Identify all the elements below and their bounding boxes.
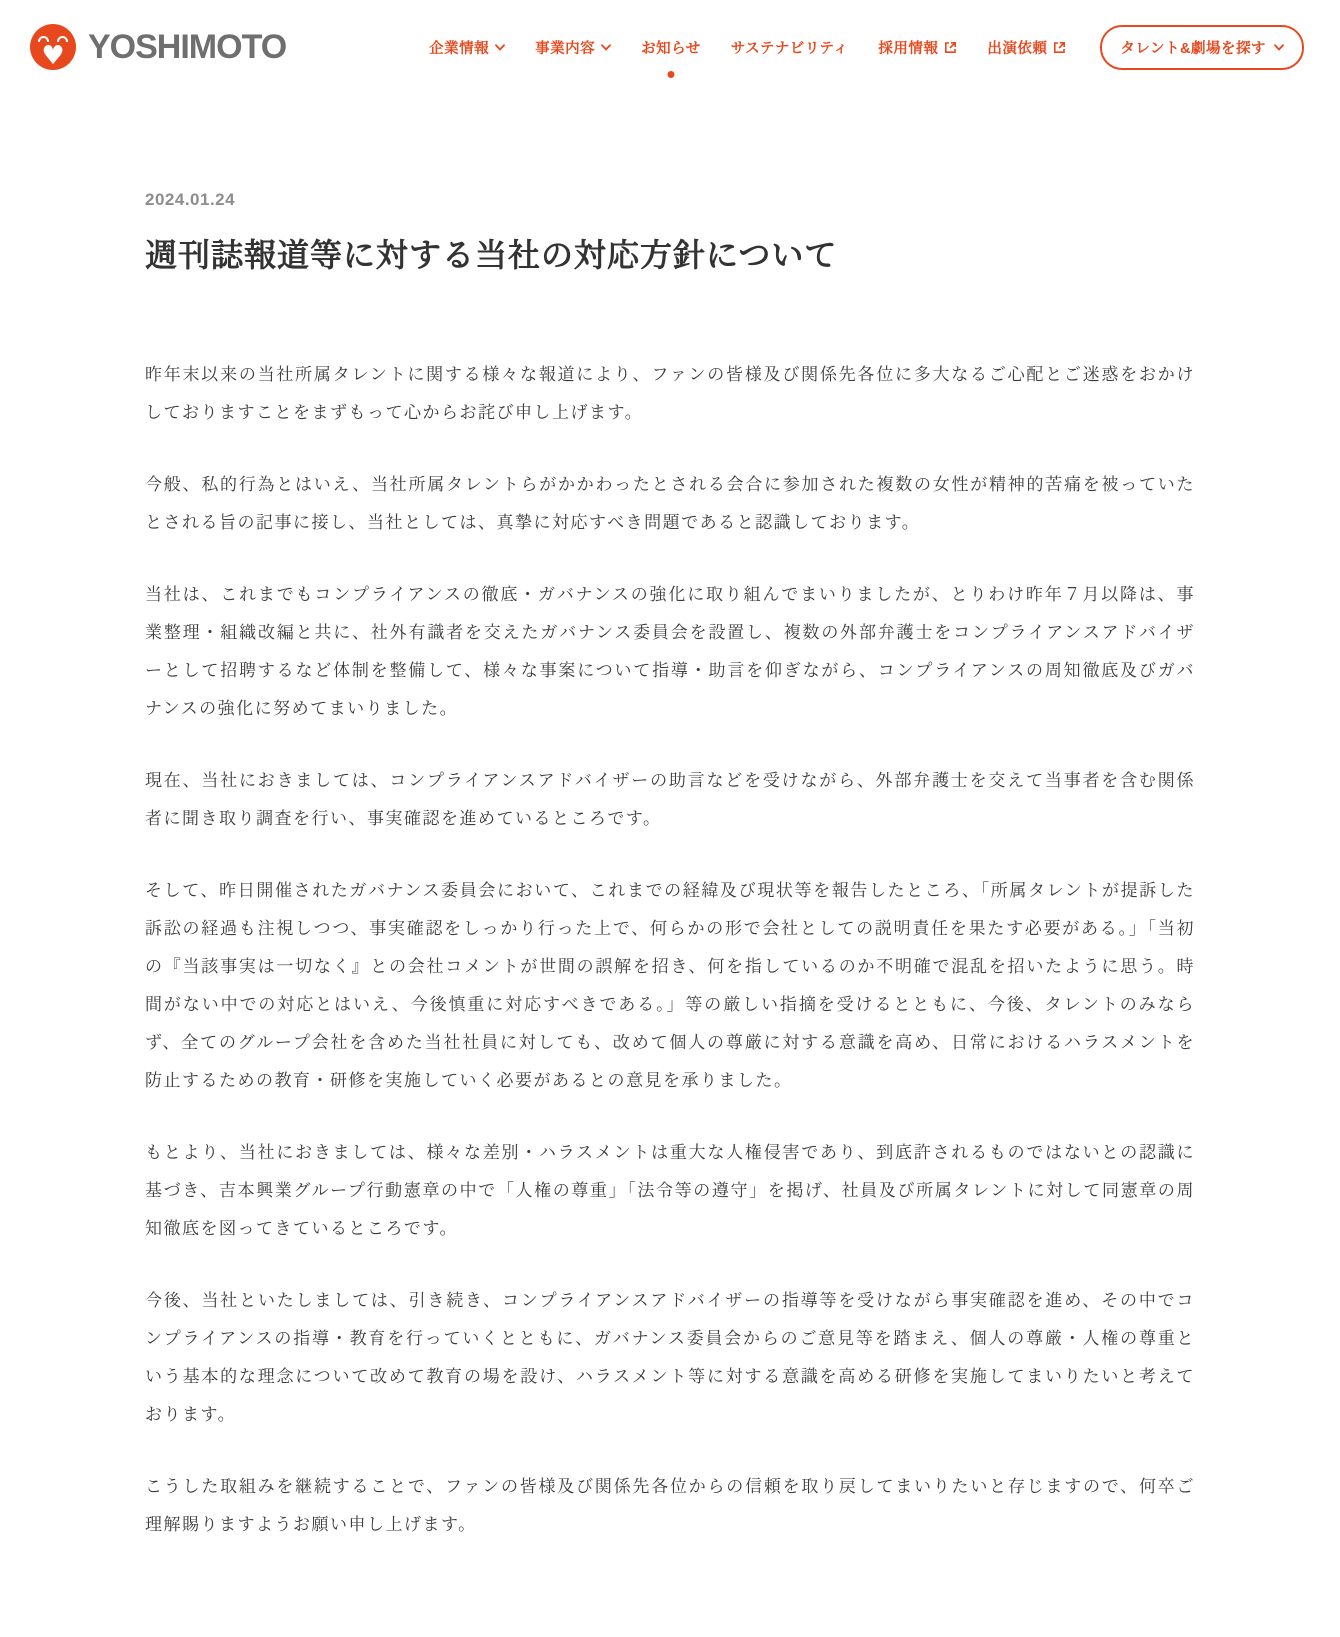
nav-label: 採用情報 <box>878 40 939 57</box>
article-date: 2024.01.24 <box>145 190 236 209</box>
chevron-down-icon <box>601 44 611 51</box>
site-header <box>0 0 1340 98</box>
news-article <box>145 98 1195 1584</box>
nav-item-news[interactable] <box>641 33 701 62</box>
face-heart-mouth-icon: ♥ <box>41 41 65 71</box>
nav-item-recruit[interactable] <box>878 33 957 62</box>
article-body <box>145 356 1195 1544</box>
external-link-icon <box>1053 41 1066 54</box>
chevron-down-icon <box>1274 39 1284 55</box>
nav-item-business[interactable] <box>535 33 611 62</box>
nav-item-casting-request[interactable] <box>987 33 1066 62</box>
article-paragraph: 現在、当社におきましては、コンプライアンスアドバイザーの助言などを受けながら、外部弁護士を交えて当事者を含む関係者に聞き取り調査を行い、事実確認を進めているところです。 <box>145 771 1195 828</box>
article-paragraph: 当社は、これまでもコンプライアンスの徹底・ガバナンスの強化に取り組んでまいりましたが、とりわけ昨年７月以降は、事業整理・組織改編と共に、社外有識者を交えたガバナンス委員会を設置し、複数の外部弁護士をコンプライアンスアドバイザーとして招聘するなど体制を整備して、様々な事案について指導・助言を仰ぎながら、コンプライアンスの周知徹底及びガバナンスの強化に努めてまいりました。 <box>145 585 1195 718</box>
article-paragraph: 今後、当社といたしましては、引き続き、コンプライアンスアドバイザーの指導等を受けながら事実確認を進め、その中でコンプライアンスの指導・教育を行っていくとともに、ガバナンス委員会からのご意見等を踏まえ、個人の尊厳・人権の尊重という基本的な理念について改めて教育の場を設け、ハラスメント等に対する意識を高める研修を実施してまいりたいと考えております。 <box>145 1291 1195 1424</box>
logo[interactable] <box>30 24 286 70</box>
article-paragraph: そして、昨日開催されたガバナンス委員会において、これまでの経緯及び現状等を報告したところ、「所属タレントが提訴した訴訟の経過も注視しつつ、事実確認をしっかり行った上で、何らかの形で会社としての説明責任を果たす必要がある。」「当初の『当該事実は一切なく』との会社コメントが世間の誤解を招き、何を指しているのか不明確で混乱を招いたように思う。時間がない中での対応とはいえ、今後慎重に対応すべきである。」等の厳しい指摘を受けるとともに、今後、タレントのみならず、全てのグループ会社を含めた当社社員に対しても、改めて個人の尊厳に対する意識を高め、日常におけるハラスメントを防止するための教育・研修を実施していく必要があるとの意見を承りました。 <box>145 881 1195 1090</box>
active-page-dot <box>667 71 674 78</box>
nav-item-sustainability[interactable] <box>731 33 849 62</box>
talent-theater-search-button[interactable] <box>1100 25 1304 70</box>
yoshimoto-face-icon <box>30 24 76 70</box>
nav-item-corporate-info[interactable] <box>429 33 505 62</box>
main-nav <box>429 25 1304 70</box>
nav-label: サステナビリティ <box>730 40 849 57</box>
external-link-icon <box>944 41 957 54</box>
cta-label: タレント&劇場を探す <box>1120 40 1266 57</box>
nav-label: 事業内容 <box>535 40 596 57</box>
nav-label: 企業情報 <box>429 40 490 57</box>
logo-text: YOSHIMOTO <box>88 27 287 66</box>
nav-label: 出演依頼 <box>987 40 1048 57</box>
chevron-down-icon <box>495 44 505 51</box>
article-title: 週刊誌報道等に対する当社の対応方針について <box>145 237 838 273</box>
article-paragraph: こうした取組みを継続することで、ファンの皆様及び関係先各位からの信頼を取り戻してまいりたいと存じますので、何卒ご理解賜りますようお願い申し上げます。 <box>145 1477 1195 1534</box>
nav-label: お知らせ <box>641 40 701 57</box>
article-paragraph: 昨年末以来の当社所属タレントに関する様々な報道により、ファンの皆様及び関係先各位に多大なるご心配とご迷惑をおかけしておりますことをまずもって心からお詫び申し上げます。 <box>145 365 1195 422</box>
article-paragraph: 今般、私的行為とはいえ、当社所属タレントらがかかわったとされる会合に参加された複数の女性が精神的苦痛を被っていたとされる旨の記事に接し、当社としては、真摯に対応すべき問題であると認識しております。 <box>145 475 1195 532</box>
article-paragraph: もとより、当社におきましては、様々な差別・ハラスメントは重大な人権侵害であり、到底許されるものではないとの認識に基づき、吉本興業グループ行動憲章の中で「人権の尊重」「法令等の遵守」を掲げ、社員及び所属タレントに対して同憲章の周知徹底を図ってきているところです。 <box>145 1143 1195 1238</box>
